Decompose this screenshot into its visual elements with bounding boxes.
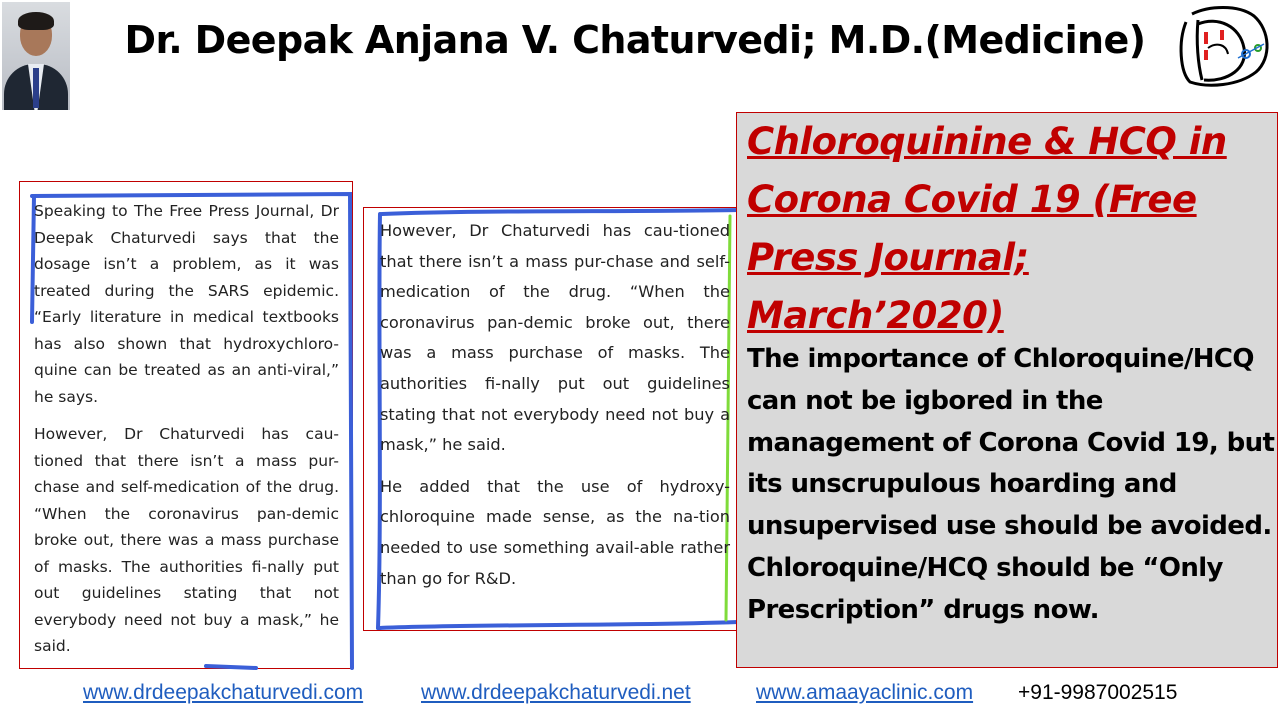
- dd-monogram-icon: [1168, 2, 1278, 92]
- clipping-right-text: [380, 216, 730, 605]
- clipping-left-paragraph-2: However, Dr Chaturvedi has cau-tioned that there isn’t a mass pur-chase and self-medication of the drug. “When the coronavirus pan-demic broke out, there was a mass purchase of masks. The authorities fi-nally put out guidelines stating that not everybody need not buy a mask,” he said.: [34, 425, 339, 655]
- clipping-right-paragraph-2: He added that the use of hydroxy-chloroquine made sense, as the na-tion needed to use something avail-able rather than go for R&D.: [380, 476, 730, 588]
- photo-tie: [33, 68, 39, 108]
- page-title: Dr. Deepak Anjana V. Chaturvedi; M.D.(Medicine): [124, 18, 1146, 62]
- website-link-net[interactable]: www.drdeepakchaturvedi.net: [421, 681, 691, 704]
- panel-body: The importance of Chloroquine/HCQ can not be igbored in the management of Corona Covid 19, but its unscrupulous hoarding and unsupervised use should be avoided. Chloroquine/HCQ should be “Only Prescription” drugs now.: [747, 344, 1275, 625]
- clipping-left-text: [34, 198, 339, 671]
- photo-hair: [18, 12, 54, 30]
- newspaper-clipping-left: [19, 181, 353, 669]
- clipping-right-paragraph-1: However, Dr Chaturvedi has cau-tioned that there isn’t a mass pur-chase and self-medication of the drug. “When the coronavirus pan-demic broke out, there was a mass purchase of masks. The authorities fi-nally put out guidelines stating that not everybody need not buy a mask,” he said.: [380, 221, 730, 455]
- newspaper-clipping-right: [363, 207, 739, 631]
- clipping-left-paragraph-1: Speaking to The Free Press Journal, Dr Deepak Chaturvedi says that the dosage isn’t a problem, as it was treated during the SARS epidemic. “Early literature in medical textbooks has also shown that hydroxychloro-quine can be treated as an anti-viral,” he says.: [34, 202, 339, 406]
- doctor-photo: [2, 2, 70, 110]
- footer-link-3-wrap: [756, 681, 973, 705]
- footer-link-2-wrap: [421, 681, 691, 705]
- summary-panel: [736, 112, 1278, 668]
- clinic-website-link[interactable]: www.amaayaclinic.com: [756, 681, 974, 704]
- footer-link-1-wrap: [83, 681, 363, 705]
- panel-headline: Chloroquinine & HCQ in Corona Covid 19 (Free Press Journal; March’2020): [747, 120, 1227, 337]
- phone-number: +91-9987002515: [1018, 681, 1178, 704]
- website-link-com[interactable]: www.drdeepakchaturvedi.com: [83, 681, 364, 704]
